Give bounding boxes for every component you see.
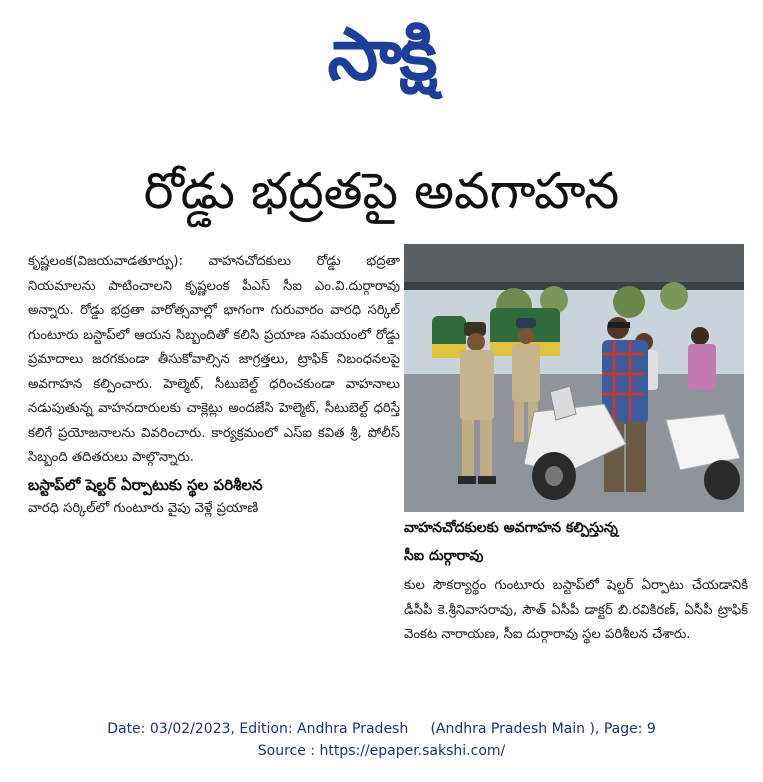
- page-footer: [0, 718, 763, 762]
- article-body-left: కృష్ణలంక(విజయవాడతూర్పు): వాహనచోదకులు రోడ్డు భద్రతా నియమాలను పాటించాలని కృష్ణలంక పీఎస్ సీఐ ఎం.వి.దుర్గారావు అన్నారు. రోడ్డు భద్రతా వారోత్సవాల్లో భాగంగా గురువారం వారధి సర్కిల్ గుంటూరు బస్టాప్‌లో ఆయన సిబ్బందితో కలిసి ప్రయాణ సమయంలో రోడ్డు ప్రమాదాలు జరగకుండా తీసుకోవాల్సిన జాగ్రత్తలు, ట్రాఫిక్ నిబంధనలపై అవగాహన కల్పించారు. హెల్మెట్, సీటుబెల్ట్ ధరించకుండా వాహనాలు నడుపుతున్న వాహనదారులకు చాక్లెట్లు అందజేసి హెల్మెట్, సీటుబెల్ట్ ధరిస్తే కలిగే ప్రయోజనాలను వివరించారు. కార్యక్రమంలో ఎస్ఐ కవిత శ్రీ, పోలీస్ సిబ్బంది తదితరులు పాల్గొన్నారు.: [28, 254, 400, 465]
- article-headline: రోడ్డు భద్రతపై అవగాహన: [143, 162, 620, 220]
- masthead: [0, 8, 763, 100]
- photo-caption: [404, 514, 744, 570]
- article-body-right: కుల సౌకర్యార్థం గుంటూరు బస్టాప్‌లో షెల్టర్ ఏర్పాటు చేయడానికి డీసీపీ కె.శ్రీనివాసరావు, సౌత్ ఏసీపీ డాక్టర్ బి.రవికిరణ్, ఏసీపీ ట్రాఫిక్ వెంకట నారాయణ, సీఐ దుర్గారావు స్థల పరిశీలన చేశారు.: [404, 578, 748, 642]
- sakshi-logo: సాక్షి: [327, 12, 436, 96]
- article-column-right: [404, 574, 748, 694]
- photo-caption-line-2: సీఐ దుర్గారావు: [404, 548, 484, 564]
- article-column-left: [28, 250, 400, 690]
- photo-caption-line-1: వాహనచోదకులకు అవగాహన కల్పిస్తున్న: [404, 520, 618, 536]
- article-body-left-continued: వారధి సర్కిల్‌లో గుంటూరు వైపు వెళ్లే ప్రయాణి: [28, 500, 259, 516]
- article-subheading: బస్టాప్‌లో షెల్టర్ ఏర్పాటుకు స్థల పరిశీలన: [28, 475, 263, 494]
- footer-date-edition: Date: 03/02/2023, Edition: Andhra Pradesh (Andhra Pradesh Main ), Page: 9: [107, 721, 656, 737]
- police-awareness-photo-illustration: [404, 244, 744, 512]
- article-photo: [404, 244, 744, 512]
- footer-source: Source : https://epaper.sakshi.com/: [257, 743, 506, 759]
